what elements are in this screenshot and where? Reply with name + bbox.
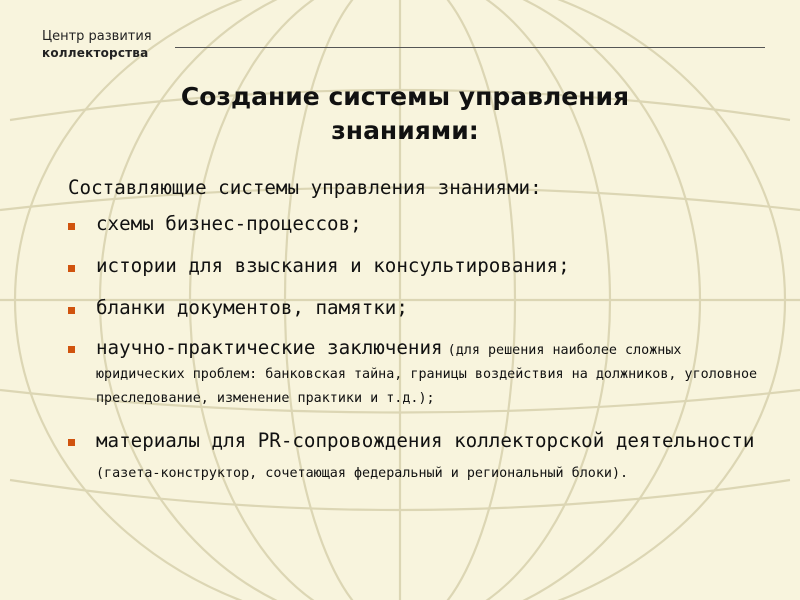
list-item-note: (газета-конструктор, сочетающая федеральный и региональный блоки). — [96, 466, 629, 481]
list-item — [68, 251, 758, 281]
list-item — [68, 293, 758, 323]
list-item-note: (для решения наиболее сложных юридических проблем: банковская тайна, границы воздействия на должников, уголовное преследование, изменение практики и т.д.); — [96, 343, 758, 406]
slide-title — [60, 80, 750, 148]
intro-text: Составляющие системы управления знаниями: — [68, 176, 542, 199]
square-bullet-icon — [68, 439, 75, 446]
list-item-text: бланки документов, памятки; — [96, 296, 408, 319]
company-logo — [42, 28, 152, 62]
title-line-1: Создание системы управления — [180, 82, 630, 111]
logo-line-2: коллекторства — [42, 46, 149, 60]
list-item — [68, 337, 758, 410]
list-item-text: схемы бизнес-процессов; — [96, 212, 362, 235]
list-item-text: истории для взыскания и консультирования; — [96, 254, 570, 277]
list-item-text: научно-практические заключения — [96, 336, 443, 359]
title-line-2: знаниями: — [331, 116, 479, 145]
list-item-text: материалы для PR-сопровождения коллекторской деятельности — [96, 429, 755, 452]
bullet-list — [68, 209, 758, 489]
header-divider — [175, 47, 765, 48]
logo-line-1: Центр развития — [42, 29, 152, 44]
square-bullet-icon — [68, 223, 75, 230]
list-item — [68, 426, 758, 489]
square-bullet-icon — [68, 346, 75, 353]
square-bullet-icon — [68, 265, 75, 272]
list-item — [68, 209, 758, 239]
square-bullet-icon — [68, 307, 75, 314]
